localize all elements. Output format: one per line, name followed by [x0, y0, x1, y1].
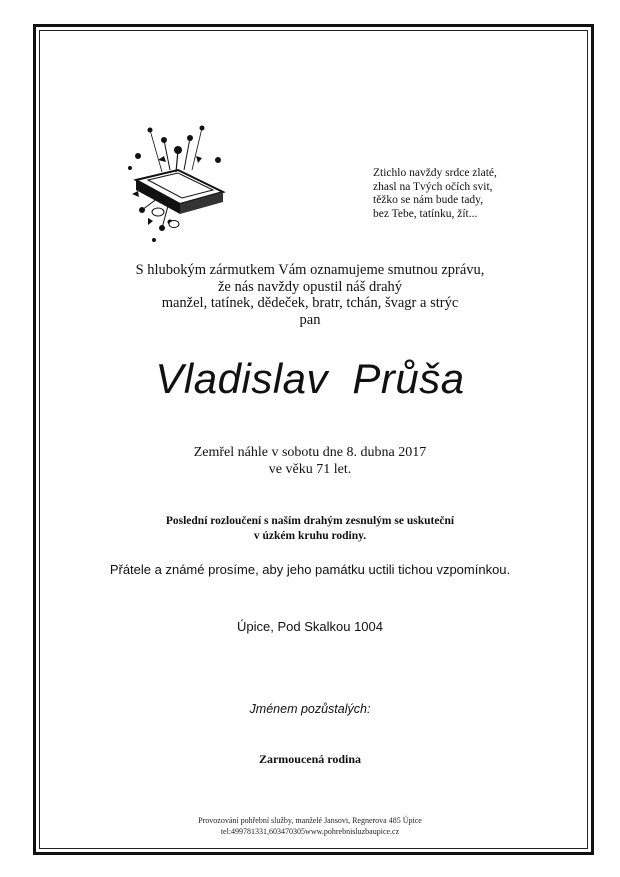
- remembrance-request: Přátele a známé prosíme, aby jeho památku uctili tichou vzpomínkou.: [109, 562, 511, 577]
- death-line: ve věku 71 let.: [268, 461, 352, 477]
- farewell-line: Poslední rozloučení s naším drahým zesnulým se uskuteční: [165, 515, 455, 527]
- deceased-name: Vladislav Průša: [155, 355, 465, 402]
- book-flowers-ornament-icon: [118, 110, 238, 250]
- poem-line: bez Tebe, tatínku, žít...: [373, 207, 478, 220]
- poem-line: Ztichlo navždy srdce zlaté,: [373, 167, 497, 179]
- footer-line: Provozování pohřební služby, manželé Jansovi, Regnerova 485 Úpice: [198, 816, 422, 825]
- footer-line: tel:499781331,603470305www.pohrebnisluzbaupice.cz: [220, 827, 400, 836]
- death-info: [0, 445, 620, 478]
- death-line: Zemřel náhle v sobotu dne 8. dubna 2017: [193, 445, 427, 460]
- farewell-line: v úzkém kruhu rodiny.: [253, 530, 367, 542]
- address: Úpice, Pod Skalkou 1004: [237, 619, 383, 634]
- funeral-service-footer: [0, 815, 620, 837]
- poem-line: těžko se nám bude tady,: [373, 194, 484, 206]
- poem: [373, 167, 497, 221]
- announcement-intro: [0, 262, 620, 328]
- family-signature: Zarmoucená rodina: [258, 752, 362, 766]
- farewell-info: [0, 514, 620, 544]
- intro-line: že nás navždy opustil náš drahý: [217, 278, 403, 295]
- on-behalf-label: Jménem pozůstalých:: [249, 702, 371, 716]
- poem-line: zhasl na Tvých očích svit,: [373, 180, 493, 193]
- intro-line: S hlubokým zármutkem Vám oznamujeme smutnou zprávu,: [135, 262, 485, 278]
- intro-line: pan: [299, 311, 321, 328]
- intro-line: manžel, tatínek, dědeček, bratr, tchán, švagr a strýc: [161, 295, 459, 311]
